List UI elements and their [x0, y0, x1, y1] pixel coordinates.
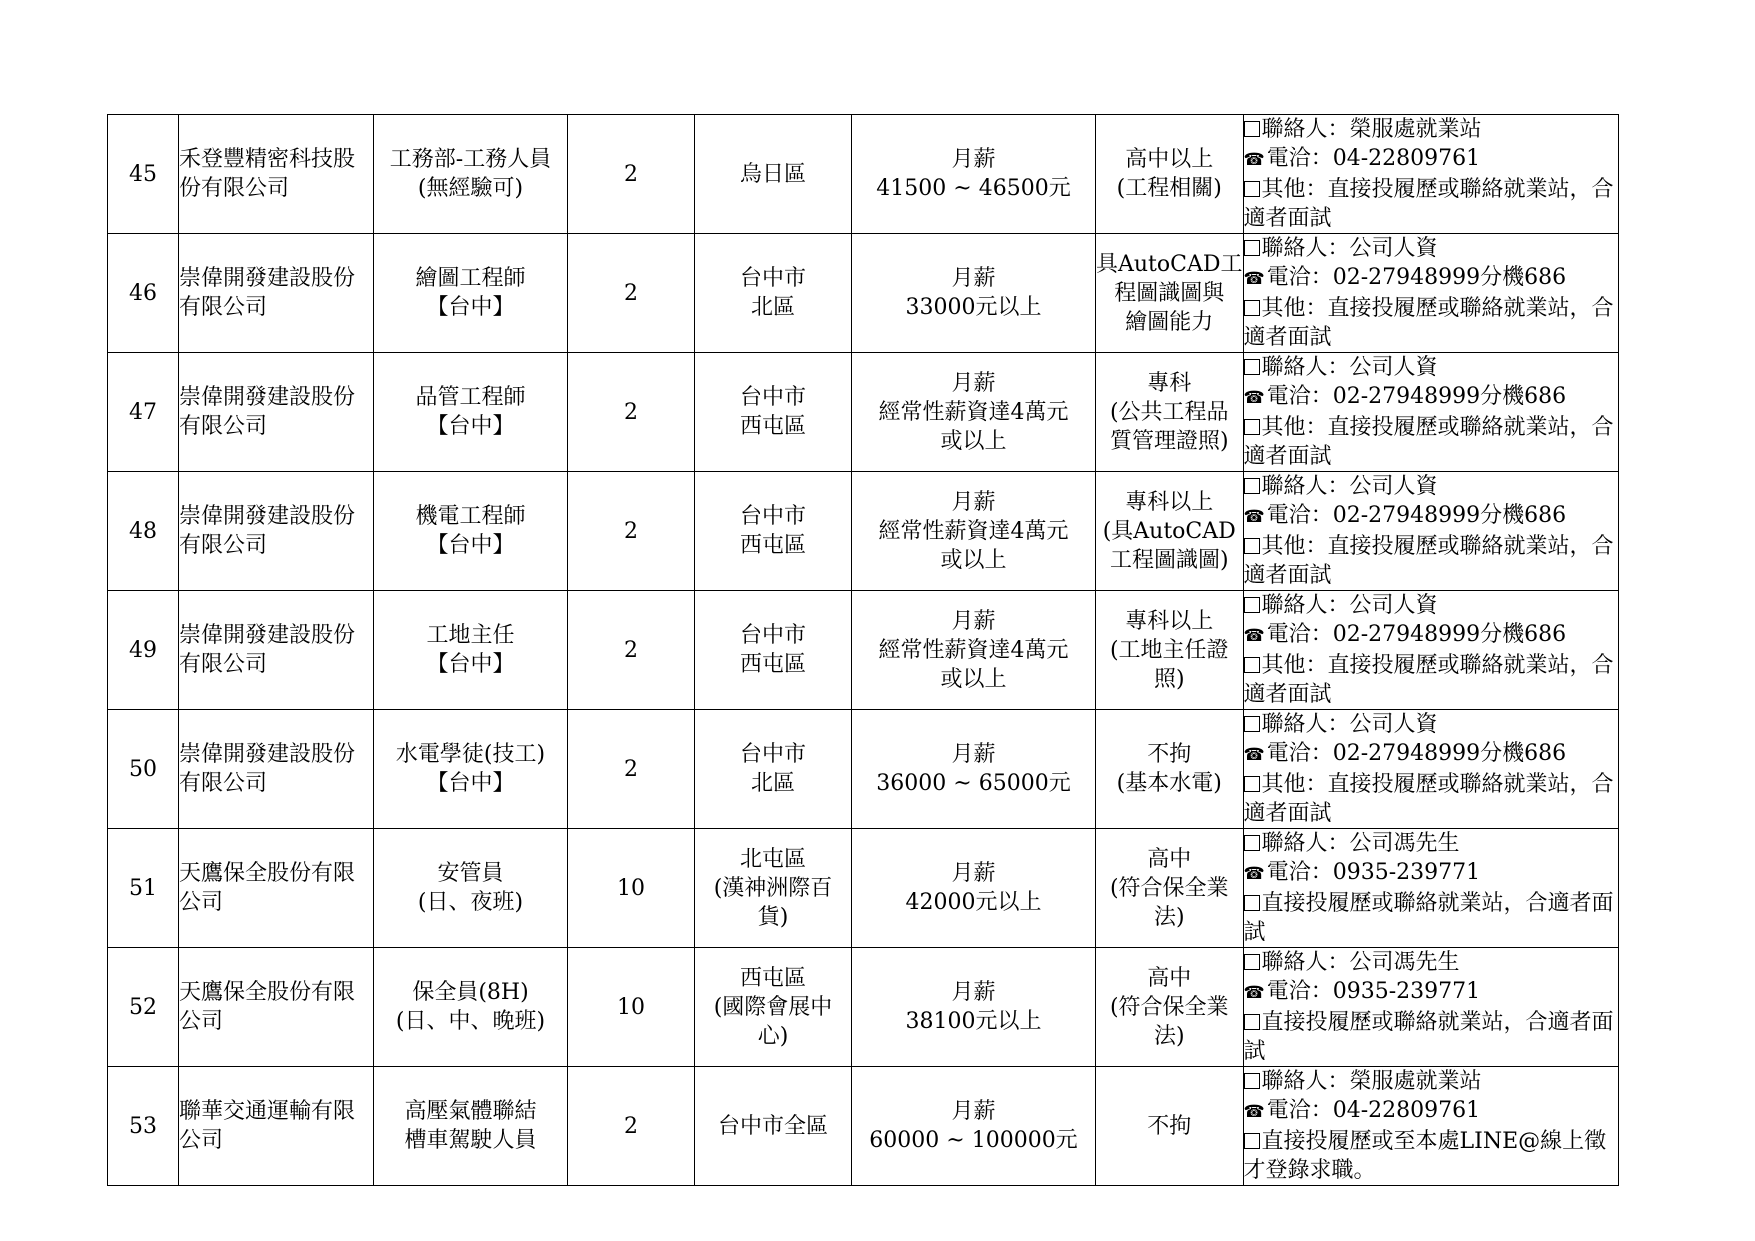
contact-other: 其他：直接投履歷或聯絡就業站，合適者面試	[1243, 653, 1614, 707]
company-name: 聯華交通運輸有限公司	[179, 1067, 374, 1186]
job-title-line: 槽車駕駛人員	[404, 1128, 537, 1153]
table-row	[108, 472, 1619, 591]
job-title-line: 【台中】	[426, 295, 515, 320]
row-number: 49	[108, 591, 179, 710]
phone-icon: ☎	[1243, 150, 1265, 170]
salary	[852, 1067, 1096, 1186]
requirement	[1096, 1067, 1244, 1186]
job-title-line: 【台中】	[426, 533, 515, 558]
job-title-line: 保全員(8H)	[412, 980, 529, 1005]
requirement-line: 專科	[1147, 370, 1192, 396]
contact-other-line	[1244, 175, 1618, 233]
work-location-line: 台中市全區	[717, 1113, 828, 1139]
contact-phone: 電洽：02-27948999分機686	[1266, 384, 1567, 409]
salary-line: 60000 ~ 100000元	[869, 1128, 1078, 1153]
work-location-line: 烏日區	[739, 161, 806, 187]
phone-icon: ☎	[1243, 269, 1265, 289]
contact-other: 其他：直接投履歷或聯絡就業站，合適者面試	[1243, 534, 1614, 588]
salary-line: 33000元以上	[905, 295, 1042, 320]
contact-other-line	[1244, 770, 1618, 828]
work-location-line: 心)	[757, 1023, 789, 1049]
job-title-line: 【台中】	[426, 771, 515, 796]
headcount: 2	[568, 353, 695, 472]
checkbox-icon	[1244, 478, 1260, 494]
requirement	[1096, 472, 1244, 591]
salary-line: 經常性薪資達4萬元	[878, 518, 1069, 544]
work-location-line: 台中市	[739, 742, 806, 767]
checkbox-icon	[1244, 954, 1260, 970]
headcount: 10	[568, 829, 695, 948]
contact-person-line	[1244, 115, 1618, 144]
contact-person-line	[1244, 710, 1618, 739]
checkbox-icon	[1244, 121, 1260, 137]
contact-person-line	[1244, 829, 1618, 858]
salary-line: 月薪	[951, 861, 996, 886]
work-location-line: 台中市	[739, 623, 806, 648]
work-location	[695, 115, 852, 234]
salary	[852, 591, 1096, 710]
phone-icon: ☎	[1243, 745, 1265, 765]
salary-line: 或以上	[940, 428, 1007, 454]
contact-person: 聯絡人：公司人資	[1261, 593, 1438, 618]
job-listing-body	[108, 115, 1619, 1186]
job-title-line: 【台中】	[426, 414, 515, 439]
row-number: 48	[108, 472, 179, 591]
requirement-line: 質管理證照)	[1109, 428, 1229, 454]
contact-person-line	[1244, 234, 1618, 263]
checkbox-icon	[1244, 538, 1260, 554]
table-row	[108, 710, 1619, 829]
job-title-line: 機電工程師	[415, 504, 526, 529]
salary-line: 42000元以上	[905, 890, 1042, 915]
job-listing-table	[107, 114, 1619, 1186]
contact-other-line	[1244, 651, 1618, 709]
work-location-line: 台中市	[739, 266, 806, 291]
phone-icon: ☎	[1243, 388, 1265, 408]
requirement	[1096, 234, 1244, 353]
table-row	[108, 353, 1619, 472]
job-title-line: 工務部-工務人員	[389, 147, 552, 172]
contact-phone-line	[1244, 620, 1618, 651]
salary-line: 月薪	[951, 980, 996, 1005]
headcount: 2	[568, 115, 695, 234]
phone-icon: ☎	[1243, 507, 1265, 527]
requirement-line: (工地主任證	[1109, 637, 1229, 663]
contact-info	[1243, 353, 1618, 472]
company-name: 天鷹保全股份有限公司	[179, 948, 374, 1067]
contact-info	[1243, 829, 1618, 948]
work-location-line: (漢神洲際百	[713, 875, 833, 901]
requirement-line: 繪圖能力	[1125, 309, 1214, 335]
contact-person: 聯絡人：榮服處就業站	[1261, 1069, 1482, 1094]
work-location-line: 貨)	[757, 904, 789, 930]
contact-other: 其他：直接投履歷或聯絡就業站，合適者面試	[1243, 177, 1614, 231]
contact-phone: 電洽：04-22809761	[1266, 1098, 1481, 1123]
contact-other-line	[1244, 532, 1618, 590]
company-name: 崇偉開發建設股份有限公司	[179, 591, 374, 710]
job-title-line: 工地主任	[426, 623, 515, 648]
contact-info	[1243, 710, 1618, 829]
company-name: 崇偉開發建設股份有限公司	[179, 234, 374, 353]
requirement	[1096, 591, 1244, 710]
contact-other: 直接投履歷或聯絡就業站，合適者面試	[1243, 1010, 1614, 1064]
work-location	[695, 353, 852, 472]
work-location	[695, 591, 852, 710]
table-row	[108, 948, 1619, 1067]
requirement-line: 高中	[1147, 965, 1192, 991]
contact-phone: 電洽：0935-239771	[1266, 860, 1481, 885]
contact-other: 其他：直接投履歷或聯絡就業站，合適者面試	[1243, 296, 1614, 350]
contact-other-line	[1244, 889, 1618, 947]
requirement-line: 不拘	[1147, 742, 1192, 767]
salary-line: 月薪	[951, 1099, 996, 1124]
row-number: 53	[108, 1067, 179, 1186]
salary-line: 月薪	[951, 147, 996, 172]
contact-other: 其他：直接投履歷或聯絡就業站，合適者面試	[1243, 415, 1614, 469]
requirement-line: (工程相關)	[1116, 176, 1222, 201]
checkbox-icon	[1244, 419, 1260, 435]
requirement-line: 法)	[1153, 1023, 1185, 1049]
headcount: 2	[568, 591, 695, 710]
work-location	[695, 948, 852, 1067]
work-location-line: 北區	[750, 771, 795, 796]
requirement-line: 高中	[1147, 846, 1192, 872]
contact-phone: 電洽：04-22809761	[1266, 146, 1481, 171]
salary-line: 經常性薪資達4萬元	[878, 399, 1069, 425]
requirement-line: (基本水電)	[1116, 771, 1222, 796]
checkbox-icon	[1244, 657, 1260, 673]
work-location-line: 北屯區	[739, 846, 806, 872]
job-title-line: (日、中、晚班)	[395, 1009, 546, 1034]
row-number: 51	[108, 829, 179, 948]
contact-other: 直接投履歷或聯絡就業站，合適者面試	[1243, 891, 1614, 945]
work-location	[695, 1067, 852, 1186]
contact-phone: 電洽：02-27948999分機686	[1266, 503, 1567, 528]
contact-other: 其他：直接投履歷或聯絡就業站，合適者面試	[1243, 772, 1614, 826]
salary	[852, 710, 1096, 829]
checkbox-icon	[1244, 1073, 1260, 1089]
company-name: 天鷹保全股份有限公司	[179, 829, 374, 948]
contact-person-line	[1244, 1067, 1618, 1096]
job-title-line: 安管員	[437, 861, 504, 886]
checkbox-icon	[1244, 895, 1260, 911]
salary-line: 月薪	[951, 266, 996, 291]
job-title	[374, 591, 568, 710]
contact-phone: 電洽：02-27948999分機686	[1266, 622, 1567, 647]
work-location-line: 西屯區	[739, 965, 806, 991]
job-title	[374, 710, 568, 829]
job-title	[374, 1067, 568, 1186]
checkbox-icon	[1244, 1014, 1260, 1030]
job-title-line: 水電學徒(技工)	[395, 742, 546, 767]
row-number: 45	[108, 115, 179, 234]
requirement-line: 專科以上	[1125, 489, 1214, 515]
contact-person: 聯絡人：公司人資	[1261, 712, 1438, 737]
salary-line: 38100元以上	[905, 1009, 1042, 1034]
salary-line: 36000 ~ 65000元	[876, 771, 1071, 796]
salary	[852, 829, 1096, 948]
requirement	[1096, 353, 1244, 472]
job-title	[374, 948, 568, 1067]
salary-line: 經常性薪資達4萬元	[878, 637, 1069, 663]
work-location-line: 台中市	[739, 385, 806, 410]
contact-phone: 電洽：02-27948999分機686	[1266, 265, 1567, 290]
salary-line: 或以上	[940, 547, 1007, 573]
headcount: 10	[568, 948, 695, 1067]
job-title	[374, 234, 568, 353]
salary	[852, 353, 1096, 472]
work-location	[695, 472, 852, 591]
row-number: 52	[108, 948, 179, 1067]
job-title-line: (無經驗可)	[417, 176, 524, 201]
headcount: 2	[568, 472, 695, 591]
requirement-line: (符合保全業	[1109, 994, 1229, 1020]
work-location	[695, 234, 852, 353]
contact-info	[1243, 472, 1618, 591]
table-row	[108, 234, 1619, 353]
contact-person-line	[1244, 948, 1618, 977]
table-row	[108, 591, 1619, 710]
contact-phone-line	[1244, 739, 1618, 770]
work-location	[695, 710, 852, 829]
requirement-line: 專科以上	[1125, 608, 1214, 634]
salary	[852, 115, 1096, 234]
job-title	[374, 472, 568, 591]
contact-phone-line	[1244, 1096, 1618, 1127]
contact-phone-line	[1244, 858, 1618, 889]
requirement-line: 工程圖識圖)	[1109, 547, 1229, 573]
requirement-line: 程圖識圖與	[1114, 280, 1225, 306]
work-location-line: (國際會展中	[713, 994, 833, 1020]
contact-info	[1243, 1067, 1618, 1186]
salary	[852, 472, 1096, 591]
company-name: 禾登豐精密科技股份有限公司	[179, 115, 374, 234]
checkbox-icon	[1244, 300, 1260, 316]
contact-other-line	[1244, 1127, 1618, 1185]
contact-phone: 電洽：02-27948999分機686	[1266, 741, 1567, 766]
contact-person-line	[1244, 591, 1618, 620]
requirement	[1096, 948, 1244, 1067]
phone-icon: ☎	[1243, 626, 1265, 646]
table-row	[108, 829, 1619, 948]
contact-person: 聯絡人：公司人資	[1261, 236, 1438, 261]
checkbox-icon	[1244, 835, 1260, 851]
salary	[852, 948, 1096, 1067]
salary-line: 41500 ~ 46500元	[876, 176, 1071, 201]
contact-phone-line	[1244, 263, 1618, 294]
job-title	[374, 353, 568, 472]
salary-line: 月薪	[951, 608, 996, 634]
contact-other-line	[1244, 413, 1618, 471]
checkbox-icon	[1244, 597, 1260, 613]
contact-person: 聯絡人：公司人資	[1261, 355, 1438, 380]
salary-line: 月薪	[951, 742, 996, 767]
contact-person-line	[1244, 472, 1618, 501]
contact-phone-line	[1244, 144, 1618, 175]
contact-person-line	[1244, 353, 1618, 382]
row-number: 47	[108, 353, 179, 472]
requirement-line: 法)	[1153, 904, 1185, 930]
contact-phone-line	[1244, 977, 1618, 1008]
contact-person: 聯絡人：公司馮先生	[1261, 831, 1460, 856]
company-name: 崇偉開發建設股份有限公司	[179, 710, 374, 829]
work-location-line: 北區	[750, 295, 795, 320]
phone-icon: ☎	[1243, 983, 1265, 1003]
requirement-line: 高中以上	[1125, 147, 1214, 172]
contact-person: 聯絡人：榮服處就業站	[1261, 117, 1482, 142]
headcount: 2	[568, 234, 695, 353]
row-number: 50	[108, 710, 179, 829]
contact-person: 聯絡人：公司人資	[1261, 474, 1438, 499]
checkbox-icon	[1244, 776, 1260, 792]
contact-phone: 電洽：0935-239771	[1266, 979, 1481, 1004]
requirement-line: (具AutoCAD	[1102, 518, 1236, 544]
phone-icon: ☎	[1243, 864, 1265, 884]
checkbox-icon	[1244, 181, 1260, 197]
headcount: 2	[568, 1067, 695, 1186]
job-title-line: 品管工程師	[415, 385, 526, 410]
contact-info	[1243, 234, 1618, 353]
job-title-line: (日、夜班)	[417, 890, 524, 915]
table-row	[108, 1067, 1619, 1186]
job-title-line: 繪圖工程師	[415, 266, 526, 291]
checkbox-icon	[1244, 240, 1260, 256]
table-row	[108, 115, 1619, 234]
contact-info	[1243, 948, 1618, 1067]
job-title-line: 【台中】	[426, 652, 515, 677]
work-location-line: 西屯區	[739, 533, 806, 558]
job-title	[374, 829, 568, 948]
contact-phone-line	[1244, 501, 1618, 532]
requirement	[1096, 710, 1244, 829]
requirement-line: 具AutoCAD工	[1096, 251, 1243, 277]
checkbox-icon	[1244, 359, 1260, 375]
headcount: 2	[568, 710, 695, 829]
contact-other: 直接投履歷或至本處LINE@線上徵才登錄求職。	[1243, 1129, 1607, 1183]
contact-person: 聯絡人：公司馮先生	[1261, 950, 1460, 975]
requirement-line: (公共工程品	[1109, 399, 1229, 425]
contact-phone-line	[1244, 382, 1618, 413]
work-location-line: 西屯區	[739, 652, 806, 677]
checkbox-icon	[1244, 716, 1260, 732]
work-location-line: 台中市	[739, 504, 806, 529]
salary	[852, 234, 1096, 353]
job-title-line: 高壓氣體聯結	[404, 1099, 537, 1124]
requirement	[1096, 115, 1244, 234]
requirement-line: 照)	[1153, 666, 1185, 692]
work-location	[695, 829, 852, 948]
phone-icon: ☎	[1243, 1102, 1265, 1122]
contact-info	[1243, 115, 1618, 234]
contact-info	[1243, 591, 1618, 710]
requirement	[1096, 829, 1244, 948]
requirement-line: 不拘	[1147, 1113, 1192, 1139]
salary-line: 月薪	[951, 489, 996, 515]
salary-line: 或以上	[940, 666, 1007, 692]
contact-other-line	[1244, 294, 1618, 352]
contact-other-line	[1244, 1008, 1618, 1066]
checkbox-icon	[1244, 1133, 1260, 1149]
row-number: 46	[108, 234, 179, 353]
company-name: 崇偉開發建設股份有限公司	[179, 353, 374, 472]
requirement-line: (符合保全業	[1109, 875, 1229, 901]
work-location-line: 西屯區	[739, 414, 806, 439]
company-name: 崇偉開發建設股份有限公司	[179, 472, 374, 591]
job-title	[374, 115, 568, 234]
salary-line: 月薪	[951, 370, 996, 396]
